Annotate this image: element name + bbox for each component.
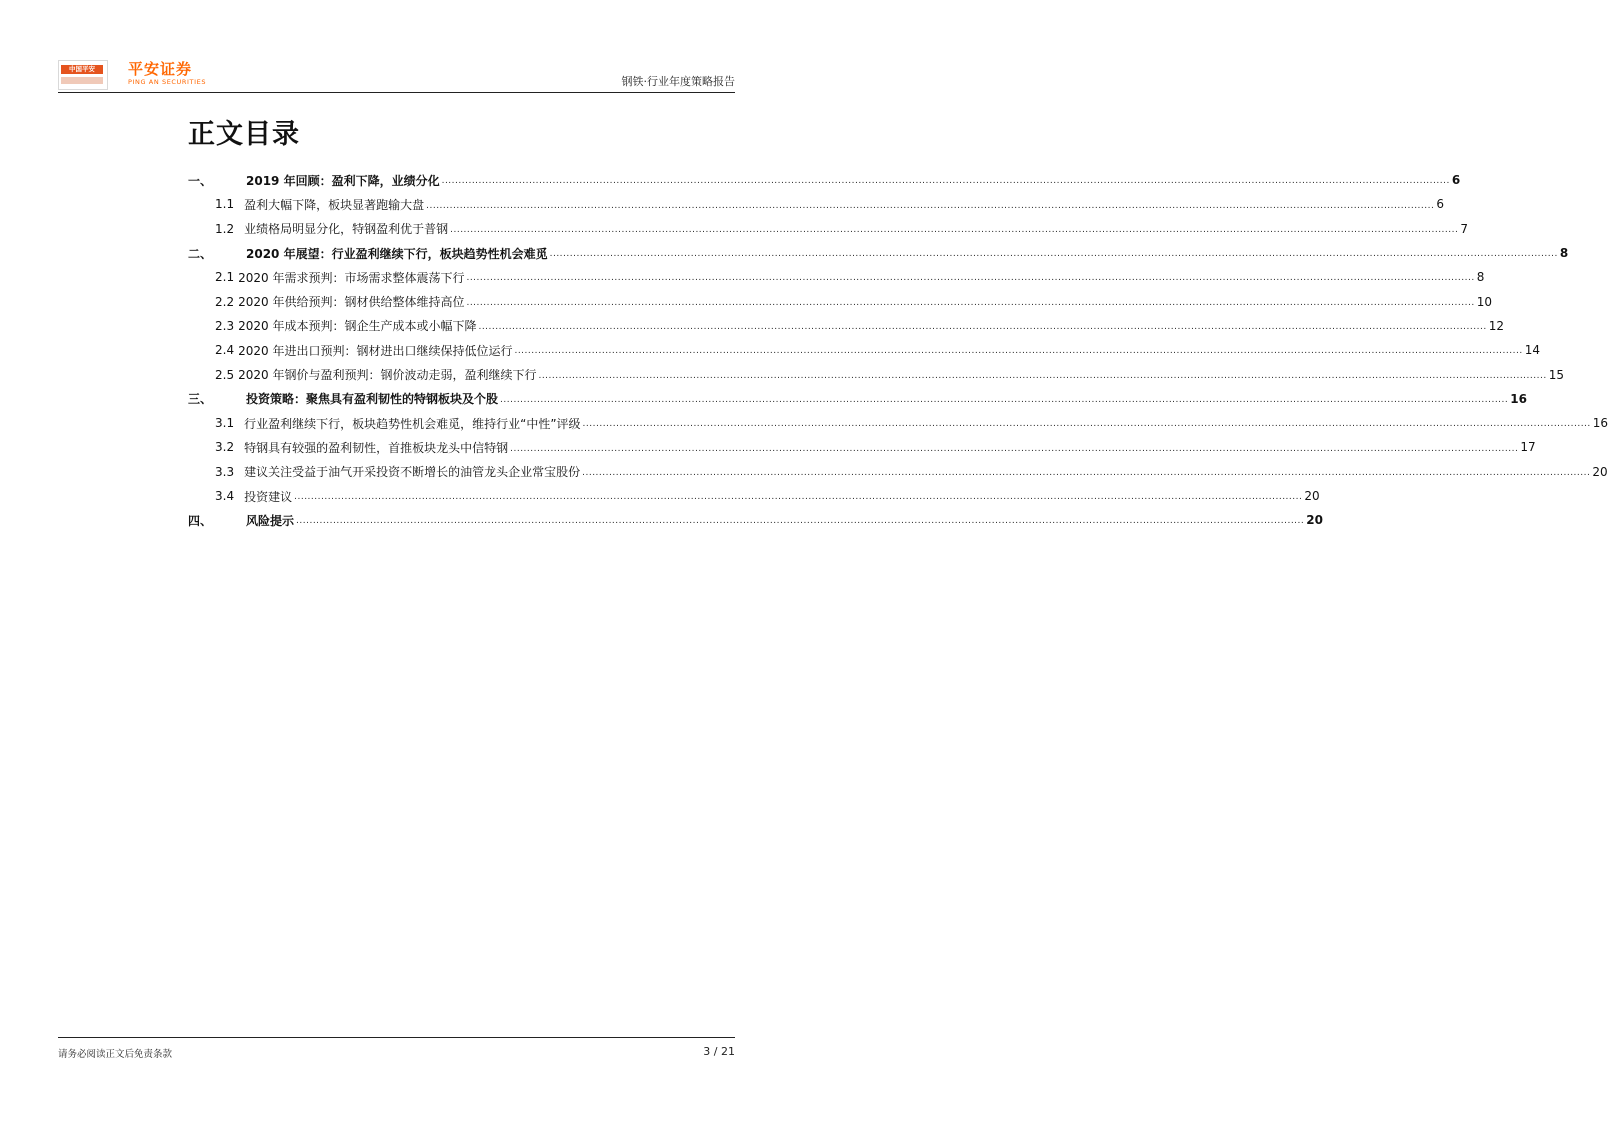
toc-title: 特钢具有较强的盈利韧性，首推板块龙头中信特钢 [244, 440, 509, 455]
toc-number: 三、 [188, 392, 213, 407]
toc-number: 3.3 [215, 464, 235, 479]
toc-subsection[interactable] [188, 217, 1469, 241]
document-title: 钢铁·行业年度策略报告 [621, 75, 735, 88]
toc-leader-dots: ............................................................................................................................................................................................................................................................................................................ [478, 322, 1487, 333]
toc-leader-dots: ............................................................................................................................................................................................................................................................................................................ [582, 467, 1591, 478]
toc-number: 2.1 [215, 270, 235, 285]
toc-page-number: 8 [1476, 270, 1485, 285]
footer-disclaimer: 请务必阅读正文后免责条款 [58, 1049, 173, 1060]
toc-title: 投资策略：聚焦具有盈利韧性的特钢板块及个股 [246, 392, 499, 407]
toc-page-number: 20 [1592, 464, 1608, 479]
toc-section[interactable] [188, 508, 1323, 532]
toc-page-number: 14 [1524, 343, 1540, 358]
toc-leader-dots: ............................................................................................................................................................................................................................................................................................................ [466, 273, 1475, 284]
toc-section[interactable] [188, 168, 1461, 192]
toc-number: 3.1 [215, 416, 235, 431]
toc-title: 2020 年进出口预判：钢材进出口继续保持低位运行 [238, 343, 513, 358]
toc-subsection[interactable] [188, 314, 1504, 338]
toc-title: 业绩格局明显分化，特钢盈利优于普钢 [244, 222, 449, 237]
toc-number: 2.2 [215, 294, 235, 309]
toc-page-number: 17 [1520, 440, 1536, 455]
toc-page-number: 16 [1510, 391, 1527, 406]
toc-title: 盈利大幅下降，板块显著跑输大盘 [244, 197, 425, 212]
toc-page-number: 20 [1304, 489, 1320, 503]
toc-page-number: 8 [1559, 246, 1569, 261]
toc-leader-dots: ............................................................................................................................................................................................................................................................................................................ [296, 516, 1305, 527]
toc-leader-dots: ............................................................................................................................................................................................................................................................................................................ [294, 492, 1303, 503]
toc-title: 投资建议 [244, 489, 293, 504]
toc-section[interactable] [188, 241, 1569, 265]
toc-number: 3.4 [215, 489, 235, 503]
toc-number: 一、 [188, 173, 213, 188]
toc-subsection[interactable] [188, 460, 1608, 484]
toc-number: 1.2 [215, 221, 235, 236]
toc-title: 2019 年回顾：盈利下降，业绩分化 [246, 173, 440, 188]
toc-page-number: 7 [1460, 221, 1469, 236]
toc-subsection[interactable] [188, 362, 1564, 386]
toc-leader-dots: ............................................................................................................................................................................................................................................................................................................ [450, 224, 1459, 235]
toc-title: 2020 年钢价与盈利预判：钢价波动走弱，盈利继续下行 [238, 368, 537, 383]
page-header [58, 60, 735, 93]
pingan-logo [58, 60, 108, 90]
brand-en: PING AN SECURITIES [128, 78, 207, 86]
logo-decoration [61, 77, 103, 84]
toc-title: 建议关注受益于油气开采投资不断增长的油管龙头企业常宝股份 [244, 465, 581, 480]
toc-leader-dots: ............................................................................................................................................................................................................................................................................................................ [510, 443, 1519, 454]
toc-page-number: 15 [1548, 367, 1564, 382]
toc-title: 风险提示 [246, 513, 295, 528]
toc-leader-dots: ............................................................................................................................................................................................................................................................................................................ [538, 370, 1547, 381]
toc-leader-dots: ............................................................................................................................................................................................................................................................................................................ [500, 394, 1509, 405]
toc-title: 2020 年展望：行业盈利继续下行，板块趋势性机会难觅 [246, 246, 548, 261]
toc-subsection[interactable] [188, 192, 1445, 216]
toc-title: 行业盈利继续下行，板块趋势性机会难觅，维持行业“中性”评级 [244, 416, 581, 431]
toc-title: 2020 年成本预判：钢企生产成本或小幅下降 [238, 319, 477, 334]
toc-subsection[interactable] [188, 484, 1320, 508]
toc-leader-dots: ............................................................................................................................................................................................................................................................................................................ [514, 346, 1523, 357]
toc-page-number: 6 [1451, 173, 1461, 188]
page-footer [58, 1037, 735, 1060]
toc-leader-dots: ............................................................................................................................................................................................................................................................................................................ [426, 200, 1435, 211]
toc-leader-dots: ............................................................................................................................................................................................................................................................................................................ [582, 419, 1591, 430]
toc-subsection[interactable] [188, 289, 1492, 313]
toc-page-number: 12 [1488, 318, 1504, 333]
toc-leader-dots: ............................................................................................................................................................................................................................................................................................................ [441, 176, 1450, 187]
toc-page-number: 20 [1306, 513, 1323, 528]
page-number: 3 / 21 [703, 1045, 735, 1058]
toc-title: 2020 年供给预判：钢材供给整体维持高位 [238, 295, 465, 310]
toc-number: 2.5 [215, 367, 235, 382]
toc-number: 1.1 [215, 197, 235, 212]
page-title: 正文目录 [188, 119, 300, 150]
toc-subsection[interactable] [188, 338, 1540, 362]
toc-subsection[interactable] [188, 265, 1485, 289]
toc-number: 二、 [188, 246, 213, 261]
toc-leader-dots: ............................................................................................................................................................................................................................................................................................................ [466, 297, 1475, 308]
toc-title: 2020 年需求预判：市场需求整体震荡下行 [238, 270, 465, 285]
brand [128, 61, 206, 87]
toc-subsection[interactable] [188, 411, 1608, 435]
brand-cn: 平安证券 [128, 60, 193, 78]
toc-number: 四、 [188, 513, 213, 528]
table-of-contents [188, 168, 1608, 532]
toc-page-number: 6 [1436, 197, 1445, 212]
toc-number: 3.2 [215, 440, 235, 455]
toc-number: 2.4 [215, 343, 235, 358]
toc-number: 2.3 [215, 318, 235, 333]
toc-page-number: 10 [1476, 294, 1492, 309]
toc-leader-dots: ............................................................................................................................................................................................................................................................................................................ [549, 249, 1558, 260]
toc-subsection[interactable] [188, 435, 1536, 459]
toc-section[interactable] [188, 387, 1527, 411]
toc-page-number: 16 [1592, 416, 1608, 431]
logo-text: 中国平安 [61, 65, 103, 74]
